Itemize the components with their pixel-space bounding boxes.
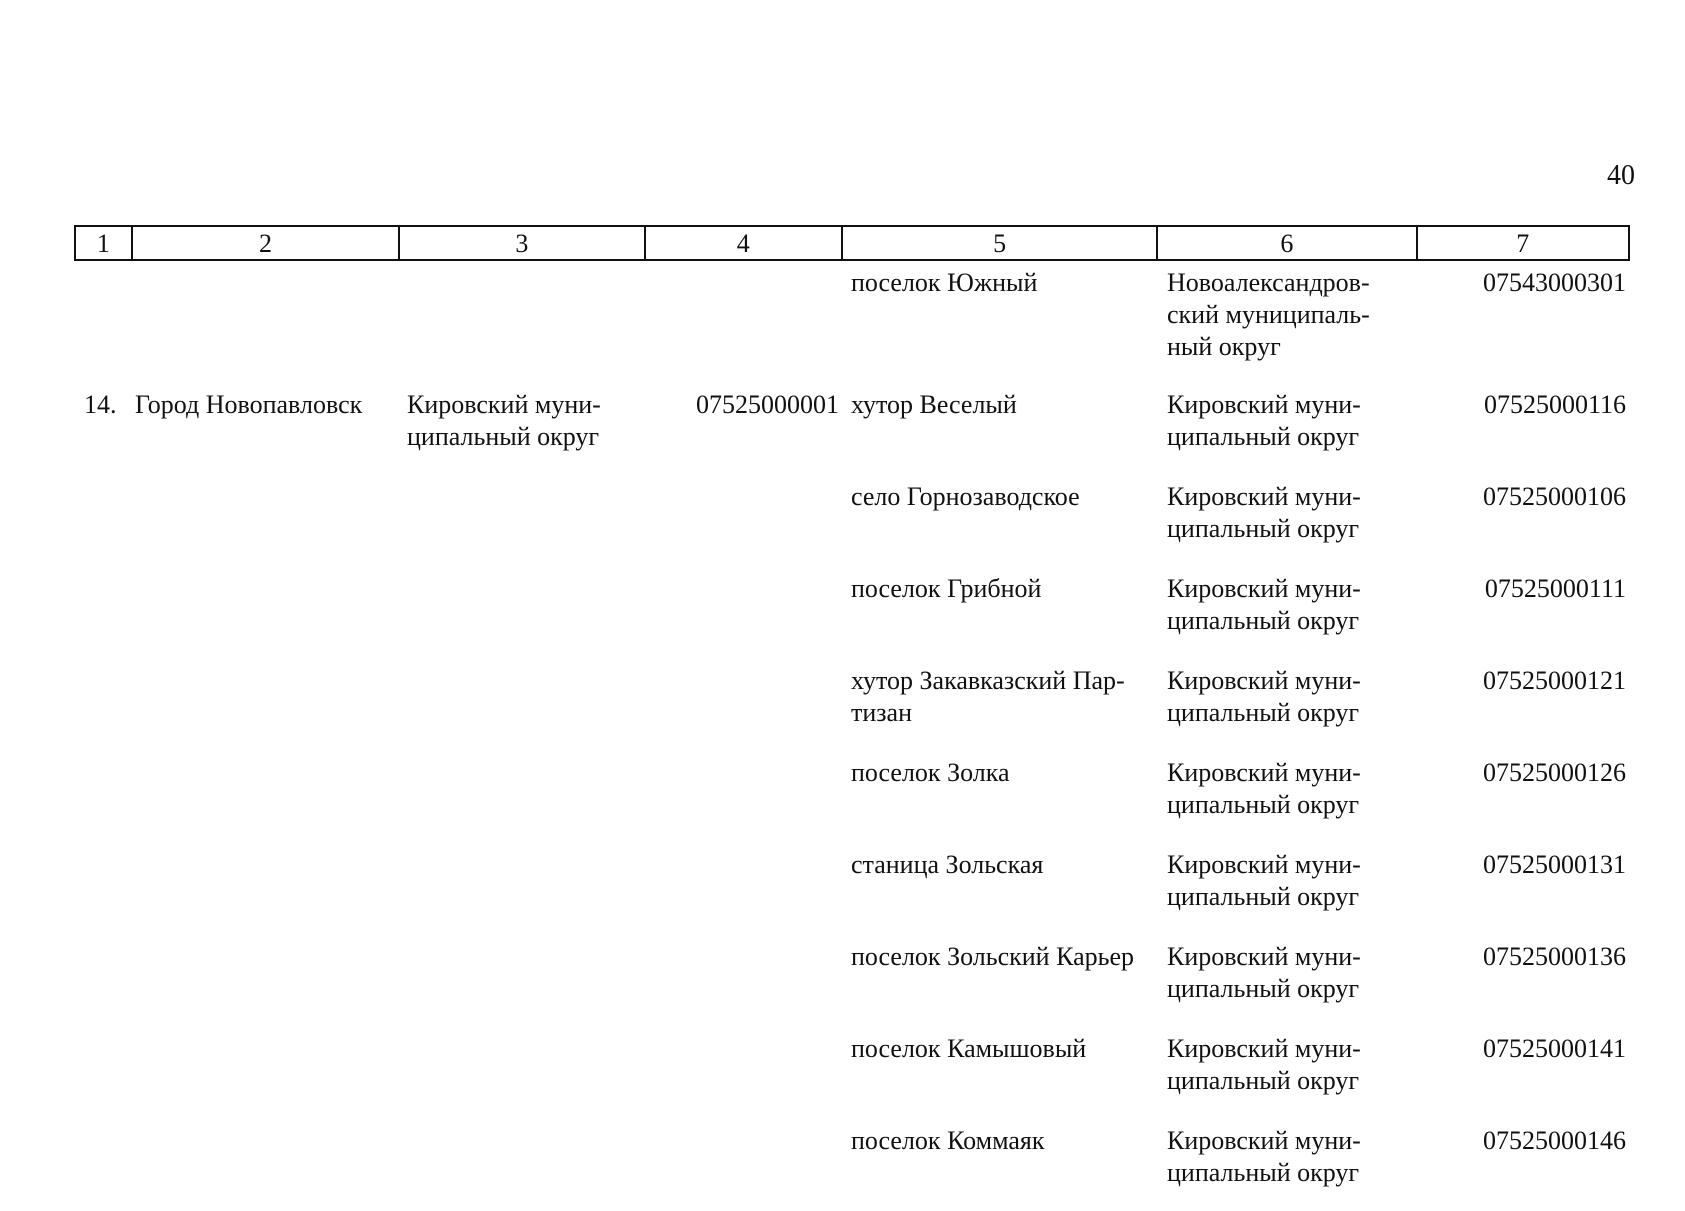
city-name xyxy=(131,941,399,1005)
table-row xyxy=(74,475,1630,567)
city-name: Город Новопавловск xyxy=(135,390,363,419)
city-name xyxy=(131,481,399,545)
city-district xyxy=(399,1033,645,1097)
row-number xyxy=(74,481,131,545)
city-name xyxy=(131,267,399,363)
settlement-district: Кировский муни- ципальный округ xyxy=(1167,1034,1361,1095)
city-code xyxy=(645,665,843,729)
city-name xyxy=(131,849,399,913)
table-row xyxy=(74,261,1630,383)
table-row xyxy=(74,1119,1630,1211)
settlement-code: 07525000146 xyxy=(1483,1126,1626,1155)
settlement-code: 07525000141 xyxy=(1483,1034,1626,1063)
settlement-name: поселок Золка xyxy=(851,758,1010,787)
row-number: 14. xyxy=(84,390,117,419)
city-name xyxy=(131,573,399,637)
settlement-name: станица Зольская xyxy=(851,850,1044,879)
city-code xyxy=(645,849,843,913)
header-col-2: 2 xyxy=(133,227,400,259)
settlement-name: поселок Грибной xyxy=(851,574,1042,603)
settlement-district: Кировский муни- ципальный округ xyxy=(1167,390,1361,451)
city-code xyxy=(645,1033,843,1097)
table-row xyxy=(74,843,1630,935)
row-number xyxy=(74,665,131,729)
table-row xyxy=(74,1027,1630,1119)
city-district: Кировский муни- ципальный округ xyxy=(407,390,601,451)
row-number xyxy=(74,757,131,821)
row-number xyxy=(74,1033,131,1097)
table-row xyxy=(74,383,1630,475)
settlement-district: Кировский муни- ципальный округ xyxy=(1167,482,1361,543)
page-number: 40 xyxy=(1607,160,1635,191)
city-district xyxy=(399,481,645,545)
city-name xyxy=(131,757,399,821)
header-col-3: 3 xyxy=(400,227,645,259)
city-name xyxy=(131,1033,399,1097)
settlement-code: 07525000106 xyxy=(1483,482,1626,511)
settlement-district: Кировский муни- ципальный округ xyxy=(1167,574,1361,635)
city-code xyxy=(645,1125,843,1189)
settlement-district: Кировский муни- ципальный округ xyxy=(1167,942,1361,1003)
header-col-4: 4 xyxy=(646,227,844,259)
city-code: 07525000001 xyxy=(696,390,839,419)
settlement-district: Кировский муни- ципальный округ xyxy=(1167,666,1361,727)
settlement-name: поселок Южный xyxy=(851,268,1038,297)
row-number xyxy=(74,1125,131,1189)
city-district xyxy=(399,849,645,913)
settlement-code: 07525000126 xyxy=(1483,758,1626,787)
settlement-district: Кировский муни- ципальный округ xyxy=(1167,758,1361,819)
table-row xyxy=(74,751,1630,843)
table-row xyxy=(74,935,1630,1027)
row-number xyxy=(74,573,131,637)
header-col-7: 7 xyxy=(1516,229,1530,258)
city-code xyxy=(645,481,843,545)
settlement-district: Кировский муни- ципальный округ xyxy=(1167,850,1361,911)
header-col-5: 5 xyxy=(843,227,1158,259)
settlement-code: 07525000116 xyxy=(1483,390,1626,419)
table-header xyxy=(74,225,1630,261)
settlement-district: Новоалександров- ский муниципаль- ный округ xyxy=(1167,268,1370,361)
settlement-name: хутор Закавказский Пар- тизан xyxy=(851,666,1125,727)
row-number xyxy=(74,849,131,913)
settlement-name: поселок Зольский Карьер xyxy=(851,942,1135,971)
city-name xyxy=(131,1125,399,1189)
table-row xyxy=(74,567,1630,659)
row-number xyxy=(74,267,131,363)
city-code xyxy=(645,757,843,821)
city-district xyxy=(399,665,645,729)
table-row xyxy=(74,659,1630,751)
settlement-code: 07525000111 xyxy=(1484,574,1626,603)
city-name xyxy=(131,665,399,729)
settlement-name: село Горнозаводское xyxy=(851,482,1080,511)
table-body xyxy=(74,261,1630,1211)
settlement-name: хутор Веселый xyxy=(851,390,1017,419)
settlement-code: 07525000121 xyxy=(1483,666,1626,695)
city-district xyxy=(399,757,645,821)
settlement-name: поселок Коммаяк xyxy=(851,1126,1045,1155)
header-col-1: 1 xyxy=(76,227,133,259)
row-number xyxy=(74,941,131,1005)
settlement-district: Кировский муни- ципальный округ xyxy=(1167,1126,1361,1187)
city-district xyxy=(399,573,645,637)
settlement-code: 07525000136 xyxy=(1483,942,1626,971)
city-code xyxy=(645,267,843,363)
settlement-name: поселок Камышовый xyxy=(851,1034,1087,1063)
city-district xyxy=(399,941,645,1005)
city-district xyxy=(399,1125,645,1189)
city-code xyxy=(645,941,843,1005)
city-district xyxy=(399,267,645,363)
settlement-code: 07525000131 xyxy=(1483,850,1626,879)
city-code xyxy=(645,573,843,637)
settlement-code: 07543000301 xyxy=(1483,268,1626,297)
header-col-6: 6 xyxy=(1158,227,1417,259)
